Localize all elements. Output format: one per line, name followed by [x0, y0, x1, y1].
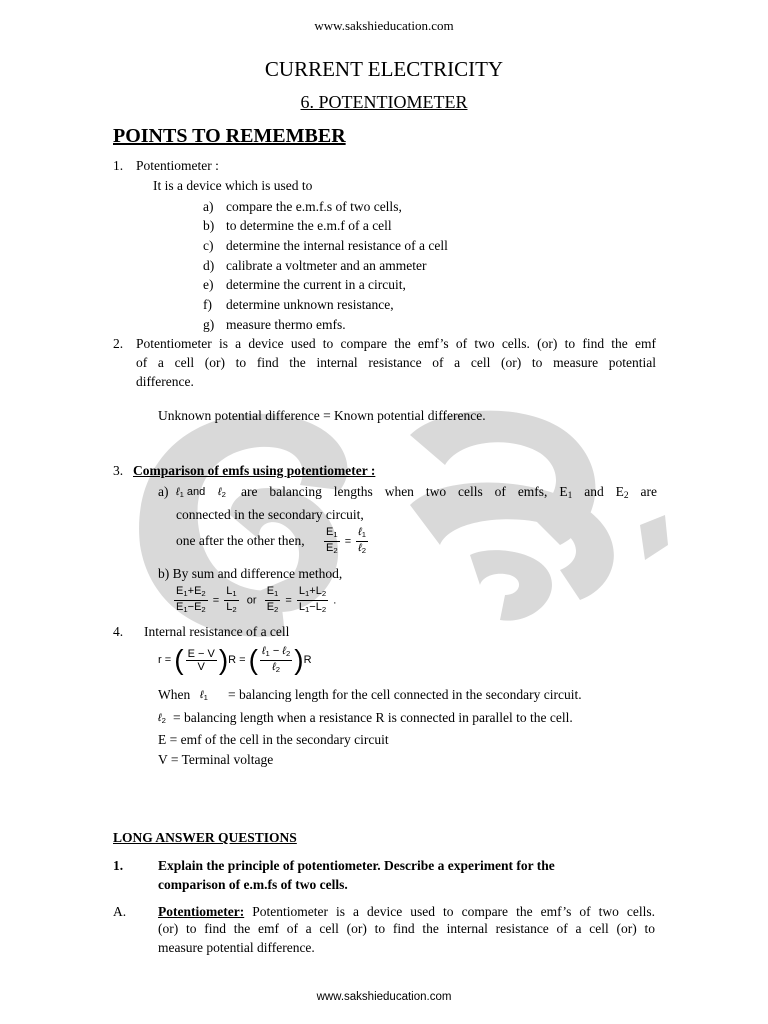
- header-url[interactable]: www.sakshieducation.com: [314, 18, 454, 33]
- item3a-marker: a): [158, 484, 169, 499]
- use-text: measure thermo emfs.: [226, 317, 346, 332]
- answer-line1: Potentiometer: Potentiometer is a device used to compare the emf’s of two cells.: [158, 904, 656, 919]
- answer-term: Potentiometer:: [158, 904, 245, 919]
- use-text: determine unknown resistance,: [226, 297, 394, 312]
- item4-when: When: [158, 687, 191, 702]
- ell2-symbol: ℓ$_2$: [158, 712, 166, 725]
- item3b-text: b) By sum and difference method,: [158, 566, 343, 581]
- use-text: determine the current in a circuit,: [226, 277, 406, 292]
- e-definition: E = emf of the cell in the secondary circuit: [158, 732, 389, 747]
- subtitle-text: 6. POTENTIOMETER: [300, 92, 468, 112]
- use-marker: a): [203, 199, 214, 214]
- item2-line1: Potentiometer is a device used to compare the emf’s of two cells. (or) to find the emf: [136, 336, 656, 351]
- ell1-symbol: ℓ$_1$ and: [176, 486, 206, 499]
- v-definition: V = Terminal voltage: [158, 752, 274, 767]
- laq-heading: LONG ANSWER QUESTIONS: [113, 830, 297, 845]
- emf-ratio-formula: $\frac{E_1}{E_2}$ = $\frac{\ell_1}{\ell_2}$: [326, 526, 367, 555]
- item2-statement: Unknown potential difference = Known potential difference.: [158, 408, 486, 423]
- use-text: to determine the e.m.f of a cell: [226, 218, 392, 233]
- item4-number: 4.: [113, 624, 124, 639]
- ell1-symbol: ℓ$_1$: [200, 689, 208, 702]
- question-line1: Explain the principle of potentiometer. Describe a experiment for the: [158, 858, 555, 873]
- item1-label: Potentiometer :: [136, 158, 219, 173]
- answer-line3: measure potential difference.: [158, 940, 315, 955]
- use-marker: b): [203, 218, 215, 233]
- sum-difference-formula: $\frac{E_1+E_2}{E_1-E_2}$ = $\frac{L_1}{L_2}$ or $\frac{E_1}{E_2}$ = $\frac{L_1+L_2}{L_1-L_2}$ .: [176, 585, 337, 614]
- l1-description: = balancing length for the cell connected in the secondary circuit.: [228, 687, 582, 702]
- item3a-line1: are balancing lengths when two cells of emfs, $E_1$ and $E_2$ are: [241, 484, 658, 501]
- answer-marker: A.: [113, 904, 127, 919]
- use-marker: e): [203, 277, 214, 292]
- use-text: compare the e.m.f.s of two cells,: [226, 199, 402, 214]
- use-marker: c): [203, 238, 214, 253]
- page-subtitle: [0, 92, 768, 113]
- item2-line3: difference.: [136, 374, 194, 389]
- internal-resistance-formula: r = ( $\frac{E - V}{V}$ )R = ( $\frac{\ell_1 - \ell_2}{\ell_2}$ )R: [158, 644, 312, 675]
- use-text: determine the internal resistance of a cell: [226, 238, 448, 253]
- item1-number: 1.: [113, 158, 124, 173]
- item3a-line3: one after the other then,: [176, 533, 305, 548]
- use-text: calibrate a voltmeter and an ammeter: [226, 258, 427, 273]
- item1-intro: It is a device which is used to: [153, 178, 313, 193]
- item3a-line2: connected in the secondary circuit,: [176, 507, 364, 522]
- points-heading: POINTS TO REMEMBER: [113, 125, 346, 147]
- question-line2: comparison of e.m.fs of two cells.: [158, 877, 348, 892]
- ell2-symbol: ℓ$_2$: [218, 486, 226, 499]
- use-marker: g): [203, 317, 215, 332]
- page-title: CURRENT ELECTRICITY: [264, 57, 504, 81]
- sakshi-watermark-logo: [110, 395, 670, 655]
- item3-heading: Comparison of emfs using potentiometer :: [133, 463, 376, 478]
- use-marker: d): [203, 258, 215, 273]
- question-number: 1.: [113, 858, 124, 873]
- footer-url[interactable]: www.sakshieducation.com: [316, 991, 452, 1003]
- item2-line2: of a cell (or) to find the internal resistance of a cell (or) to measure potential: [136, 355, 656, 370]
- item4-heading: Internal resistance of a cell: [144, 624, 290, 639]
- item2-number: 2.: [113, 336, 124, 351]
- use-marker: f): [203, 297, 212, 312]
- item3-number: 3.: [113, 463, 124, 478]
- answer-line2: (or) to find the emf of a cell (or) to find the internal resistance of a cell (or) to: [158, 921, 655, 936]
- l2-description: = balancing length when a resistance R is connected in parallel to the cell.: [173, 710, 573, 725]
